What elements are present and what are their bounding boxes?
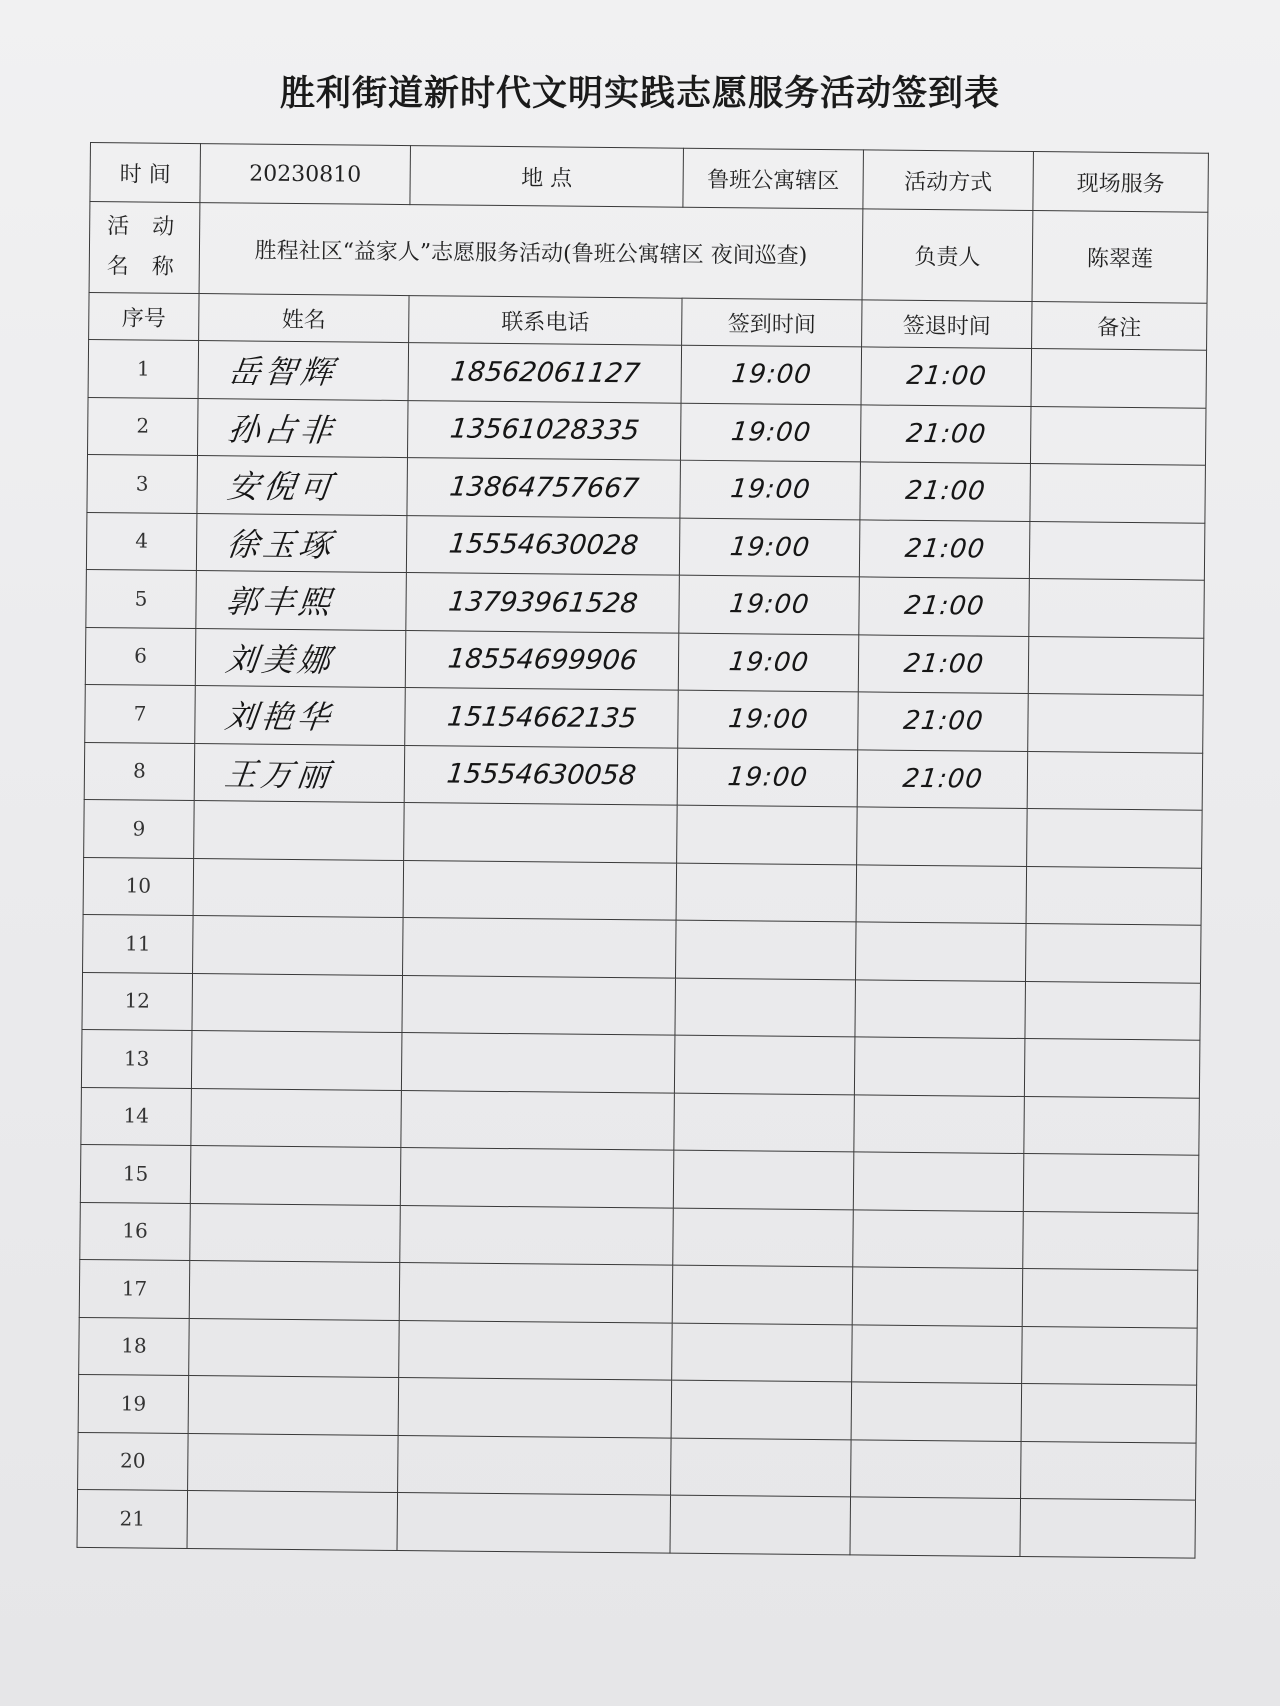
seq-cell-text: 12: [124, 988, 151, 1013]
signin-cell: [681, 345, 862, 404]
seq-cell: [78, 1374, 189, 1433]
seq-cell: [83, 857, 194, 916]
seq-cell-text: 17: [121, 1276, 148, 1301]
name-cell: [191, 1088, 402, 1148]
name-cell: [188, 1433, 399, 1493]
note-cell: [1029, 521, 1205, 580]
name-cell: [196, 513, 407, 573]
phone-cell: [407, 458, 681, 518]
name-cell: [196, 571, 407, 631]
name-cell-text: 徐玉琢: [225, 525, 338, 565]
signin-cell: [674, 1093, 855, 1152]
name-cell: [188, 1376, 399, 1436]
name-cell: [192, 973, 403, 1033]
signout-cell-text: 21:00: [904, 418, 988, 450]
form-title: 胜利街道新时代文明实践志愿服务活动签到表: [279, 73, 1000, 114]
signout-cell-text: 21:00: [900, 763, 985, 795]
phone-cell: [407, 400, 681, 460]
seq-cell: [83, 914, 194, 973]
col-signin-header: 签到时间: [682, 298, 862, 347]
seq-cell-text: 10: [125, 873, 152, 898]
seq-cell-text: 19: [120, 1391, 147, 1416]
table-row: [77, 1489, 1196, 1557]
name-cell-text: 岳智辉: [226, 352, 340, 392]
seq-cell-text: 2: [136, 413, 150, 438]
seq-cell: [81, 1087, 192, 1146]
note-cell: [1030, 464, 1206, 523]
phone-cell-text: 15154662135: [445, 701, 638, 735]
signin-cell: [671, 1380, 852, 1439]
sign-in-form: [76, 142, 1208, 1633]
name-cell: [190, 1146, 401, 1206]
name-cell: [197, 456, 408, 516]
note-cell: [1024, 1096, 1200, 1155]
signout-cell-text: 21:00: [902, 533, 987, 565]
seq-cell: [80, 1202, 191, 1261]
signout-cell: [857, 807, 1028, 866]
name-cell: [195, 686, 406, 746]
leader-value: 陈翠莲: [1032, 211, 1208, 304]
note-cell: [1025, 924, 1201, 983]
table-row: [83, 857, 1202, 925]
phone-cell: [405, 630, 679, 690]
signout-cell: [858, 692, 1029, 751]
seq-cell-text: 6: [134, 643, 148, 668]
signin-cell-text: 19:00: [727, 531, 812, 563]
signin-cell-text: 19:00: [726, 646, 811, 678]
time-label: 时 间: [90, 143, 201, 203]
seq-cell: [79, 1259, 190, 1318]
note-cell: [1029, 579, 1205, 638]
phone-cell: [397, 1493, 671, 1553]
place-value: 鲁班公寓辖区: [683, 148, 864, 209]
table-row: [84, 799, 1203, 867]
seq-cell: [84, 742, 195, 801]
note-cell: [1030, 406, 1206, 465]
phone-cell-text: 18562061127: [448, 356, 642, 390]
signout-cell-text: 21:00: [903, 476, 987, 507]
phone-cell: [398, 1378, 672, 1438]
note-cell: [1028, 694, 1204, 753]
table-row: [86, 512, 1205, 580]
seq-cell: [87, 454, 198, 513]
name-cell: [194, 801, 405, 861]
signout-cell: [855, 979, 1026, 1038]
signin-cell: [675, 978, 856, 1037]
activity-label-line1: 活 动: [107, 214, 183, 240]
signin-cell: [672, 1265, 853, 1324]
seq-cell: [86, 512, 197, 571]
seq-cell: [88, 339, 199, 398]
seq-cell: [86, 569, 197, 628]
table-row: [85, 627, 1204, 695]
seq-cell-text: 1: [136, 356, 150, 381]
phone-cell: [401, 1090, 675, 1150]
signin-cell: [676, 920, 857, 979]
note-cell: [1023, 1154, 1199, 1213]
signin-cell: [679, 575, 860, 634]
col-phone-header: 联系电话: [409, 296, 682, 346]
name-cell-text: 刘艳华: [223, 697, 336, 737]
leader-label: 负责人: [862, 209, 1033, 302]
signin-cell-text: 19:00: [727, 589, 811, 621]
sign-in-table: [77, 142, 1209, 1558]
signin-cell: [673, 1208, 854, 1267]
signout-cell: [859, 519, 1030, 578]
phone-cell: [404, 803, 678, 863]
table-row: [87, 454, 1206, 522]
table-row: [83, 914, 1202, 982]
table-row: [86, 569, 1205, 637]
col-note-header: 备注: [1032, 302, 1207, 351]
activity-label: [89, 202, 200, 294]
phone-cell-text: 15554630058: [444, 758, 638, 792]
name-cell-text: 孙占非: [226, 410, 339, 450]
seq-cell-text: 5: [134, 586, 148, 611]
note-cell: [1021, 1384, 1197, 1443]
header-row-activity: [89, 202, 1208, 304]
seq-cell: [77, 1489, 188, 1548]
seq-cell: [81, 1029, 192, 1088]
signin-cell-text: 19:00: [729, 416, 813, 448]
phone-cell: [399, 1320, 673, 1380]
name-cell-text: 安倪可: [225, 467, 339, 507]
signout-cell-text: 21:00: [901, 648, 986, 680]
signout-cell: [855, 922, 1026, 981]
name-cell-text: 王万丽: [223, 755, 336, 795]
signin-cell: [678, 633, 859, 692]
name-cell-text: 郭丰熙: [224, 582, 338, 622]
seq-cell: [84, 799, 195, 858]
signin-cell: [674, 1035, 855, 1094]
signin-cell: [680, 403, 861, 462]
phone-cell-text: 13864757667: [447, 471, 640, 505]
name-cell: [194, 743, 405, 803]
name-cell: [193, 858, 404, 918]
signin-cell-text: 19:00: [728, 474, 812, 506]
signout-cell: [856, 864, 1027, 923]
name-cell: [190, 1203, 401, 1263]
name-cell: [189, 1318, 400, 1378]
phone-cell: [406, 573, 680, 633]
signin-cell: [677, 748, 858, 807]
signin-cell: [679, 518, 860, 577]
note-cell: [1028, 636, 1204, 695]
phone-cell: [408, 343, 682, 403]
name-cell: [195, 628, 406, 688]
seq-cell-text: 20: [119, 1448, 146, 1473]
mode-value: 现场服务: [1033, 152, 1209, 213]
seq-cell-text: 21: [119, 1506, 146, 1531]
table-row: [88, 339, 1207, 407]
seq-cell: [82, 972, 193, 1031]
seq-cell-text: 4: [135, 528, 149, 553]
seq-cell: [85, 684, 196, 743]
signout-cell: [851, 1439, 1022, 1498]
seq-cell-text: 3: [135, 471, 149, 496]
note-cell: [1026, 866, 1202, 925]
signout-cell-text: 21:00: [901, 706, 985, 737]
signin-cell-text: 19:00: [726, 704, 810, 736]
name-cell: [189, 1261, 400, 1321]
signout-cell: [858, 634, 1029, 693]
note-cell: [1025, 981, 1201, 1040]
phone-cell: [403, 918, 677, 978]
signout-cell: [852, 1324, 1023, 1383]
signout-cell: [853, 1209, 1024, 1268]
seq-cell: [79, 1317, 190, 1376]
seq-cell-text: 15: [122, 1161, 149, 1186]
name-cell: [197, 398, 408, 458]
col-name-header: 姓名: [199, 294, 409, 343]
seq-cell: [85, 627, 196, 686]
seq-cell-text: 14: [123, 1103, 149, 1128]
seq-cell: [88, 397, 199, 456]
table-row: [82, 972, 1201, 1040]
name-cell: [193, 916, 404, 976]
signin-cell: [670, 1495, 851, 1554]
seq-cell-text: 16: [122, 1218, 148, 1243]
seq-cell-text: 11: [124, 931, 151, 956]
name-cell: [198, 341, 409, 401]
phone-cell: [400, 1148, 674, 1208]
seq-cell-text: 13: [123, 1046, 150, 1071]
signin-cell: [671, 1438, 852, 1497]
note-cell: [1021, 1441, 1197, 1500]
signout-cell: [854, 1094, 1025, 1153]
signin-cell: [673, 1150, 854, 1209]
signin-cell-text: 19:00: [729, 359, 813, 391]
time-value: 20230810: [200, 144, 411, 205]
place-label: 地 点: [410, 146, 684, 208]
phone-cell: [402, 975, 676, 1035]
signin-cell: [678, 690, 859, 749]
signout-cell: [851, 1382, 1022, 1441]
signin-cell-text: 19:00: [725, 761, 810, 793]
signin-cell: [677, 805, 858, 864]
signout-cell: [860, 462, 1031, 521]
signout-cell-text: 21:00: [902, 591, 986, 622]
seq-cell-text: 8: [132, 758, 146, 783]
signout-cell: [852, 1267, 1023, 1326]
signout-cell: [857, 749, 1028, 808]
signout-cell: [859, 577, 1030, 636]
name-cell-text: 刘美娜: [224, 640, 337, 680]
phone-cell: [405, 688, 679, 748]
table-row: [80, 1202, 1199, 1270]
table-row: [81, 1087, 1200, 1155]
table-row: [79, 1317, 1198, 1385]
signout-cell: [860, 404, 1031, 463]
phone-cell: [398, 1435, 672, 1495]
phone-cell: [403, 860, 677, 920]
col-signout-header: 签退时间: [862, 300, 1032, 349]
phone-cell-text: 13561028335: [447, 413, 641, 447]
seq-cell: [80, 1144, 191, 1203]
seq-cell: [78, 1432, 189, 1491]
note-cell: [1024, 1039, 1200, 1098]
note-cell: [1027, 751, 1203, 810]
phone-cell: [404, 745, 678, 805]
table-row: [79, 1259, 1198, 1327]
note-cell: [1023, 1211, 1199, 1270]
phone-cell-text: 18554699906: [445, 643, 639, 677]
table-row: [78, 1374, 1197, 1442]
note-cell: [1022, 1326, 1198, 1385]
name-cell: [191, 1031, 402, 1091]
signout-cell: [861, 347, 1032, 406]
table-row: [81, 1029, 1200, 1097]
signin-cell: [672, 1323, 853, 1382]
table-row: [80, 1144, 1199, 1212]
mode-label: 活动方式: [863, 150, 1034, 211]
seq-cell-text: 18: [121, 1333, 147, 1358]
note-cell: [1022, 1269, 1198, 1328]
table-row: [78, 1432, 1197, 1500]
phone-cell: [401, 1033, 675, 1093]
phone-cell: [406, 515, 680, 575]
table-row: [85, 684, 1204, 752]
signin-cell: [676, 863, 857, 922]
activity-label-line2: 名 称: [106, 254, 182, 280]
name-cell: [187, 1490, 398, 1550]
phone-cell-text: 15554630028: [446, 528, 640, 562]
header-row-time: [90, 143, 1209, 213]
note-cell: [1027, 809, 1203, 868]
note-cell: [1020, 1498, 1196, 1557]
table-row: [88, 397, 1207, 465]
signout-cell: [850, 1497, 1021, 1556]
col-seq-header: 序号: [89, 292, 199, 340]
signout-cell: [854, 1037, 1025, 1096]
table-row: [84, 742, 1203, 810]
signout-cell-text: 21:00: [904, 361, 988, 392]
signin-cell: [680, 460, 861, 519]
note-cell: [1031, 349, 1207, 408]
phone-cell-text: 13793961528: [446, 586, 639, 620]
phone-cell: [400, 1205, 674, 1265]
seq-cell-text: 7: [133, 701, 147, 726]
seq-cell-text: 9: [132, 816, 146, 841]
signout-cell: [853, 1152, 1024, 1211]
phone-cell: [399, 1263, 673, 1323]
activity-value: 胜程社区“益家人”志愿服务活动(鲁班公寓辖区 夜间巡查): [199, 203, 863, 300]
